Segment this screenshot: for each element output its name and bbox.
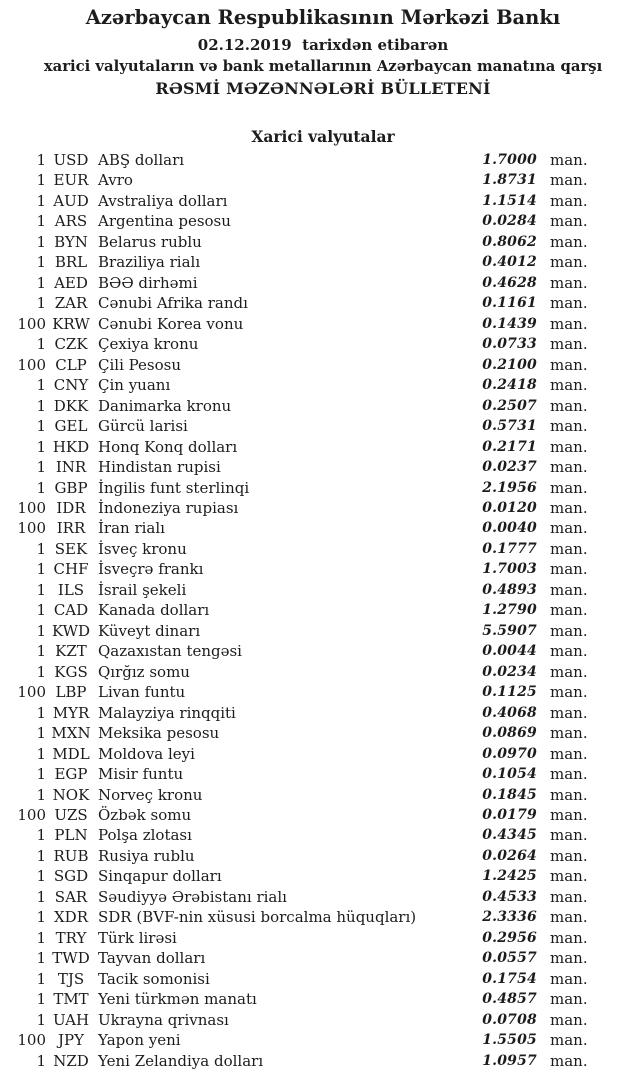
unit-label: man.: [550, 990, 588, 1009]
table-row: [0, 559, 620, 579]
rate-value: 0.2956: [482, 929, 537, 946]
currency-name: BƏƏ dirhəmi: [98, 273, 198, 292]
table-row: [0, 723, 620, 743]
rate-value: 5.5907: [482, 622, 537, 639]
quantity: 1: [36, 171, 46, 190]
rate-value: 0.4628: [482, 274, 537, 291]
currency-code: XDR: [54, 908, 88, 927]
table-row: [0, 355, 620, 375]
quantity: 1: [36, 1010, 46, 1029]
currency-name: Livan funtu: [98, 683, 186, 702]
unit-label: man.: [550, 232, 588, 251]
currency-name: Belarus rublu: [98, 232, 202, 251]
rate-value: 0.1439: [482, 315, 537, 332]
currency-code: ILS: [57, 580, 85, 599]
unit-label: man.: [550, 969, 588, 988]
rate-value: 0.0040: [482, 520, 537, 537]
quantity: 1: [36, 826, 46, 845]
currency-name: Ukrayna qrivnası: [98, 1010, 229, 1029]
currency-code: TMT: [53, 990, 89, 1009]
quantity: 1: [36, 335, 46, 354]
currency-code: EGP: [54, 765, 88, 784]
rate-value: 1.2790: [482, 602, 537, 619]
quantity: 1: [36, 437, 46, 456]
currency-name: Kanada dolları: [98, 601, 210, 620]
currency-name: Özbək somu: [98, 806, 192, 824]
rate-value: 0.4893: [482, 581, 537, 598]
currency-name: İsveç kronu: [98, 539, 187, 558]
currency-name: Qazaxıstan tengəsi: [98, 642, 242, 661]
unit-label: man.: [550, 437, 588, 456]
quantity: 1: [36, 376, 46, 395]
currency-code: CAD: [53, 601, 89, 620]
quantity: 1: [36, 253, 46, 272]
quantity: 1: [36, 478, 46, 497]
currency-code: BRL: [54, 253, 88, 272]
table-row: [0, 825, 620, 845]
quantity: 1: [36, 765, 46, 784]
currency-code: KWD: [51, 621, 91, 640]
quantity: 1: [36, 949, 46, 968]
currency-code: TJS: [57, 969, 85, 988]
table-row: [0, 621, 620, 641]
currency-code: NZD: [53, 1051, 89, 1070]
currency-name: Cənubi Afrika randı: [98, 294, 248, 313]
currency-name: Avstraliya dolları: [98, 191, 228, 210]
currency-name: Hindistan rupisi: [98, 458, 221, 477]
table-row: [0, 703, 620, 723]
rate-value: 0.4012: [482, 254, 537, 271]
quantity: 1: [36, 908, 46, 927]
table-row: [0, 314, 620, 334]
rate-value: 0.0869: [482, 725, 537, 742]
currency-code: AED: [54, 273, 88, 292]
currency-code: IDR: [56, 498, 86, 517]
quantity: 1: [36, 273, 46, 292]
table-row: [0, 457, 620, 477]
table-row: [0, 437, 620, 457]
unit-label: man.: [550, 498, 588, 517]
table-row: [0, 252, 620, 272]
currency-code: MXN: [51, 724, 91, 743]
unit-label: man.: [550, 1031, 588, 1050]
quantity: 1: [36, 151, 46, 169]
table-row: [0, 785, 620, 805]
rate-value: 1.7003: [482, 561, 537, 578]
unit-label: man.: [550, 478, 588, 497]
unit-label: man.: [550, 519, 588, 538]
currency-code: SAR: [54, 887, 88, 906]
currency-code: CNY: [53, 376, 89, 395]
currency-name: Cənubi Korea vonu: [98, 314, 244, 333]
rate-value: 0.8062: [482, 233, 537, 250]
bulletin-subtitle: xarici valyutaların və bank metallarının Azərbaycan manatına qarşı: [43, 58, 603, 75]
unit-label: man.: [550, 151, 588, 169]
rate-value: 2.3336: [482, 909, 537, 926]
table-row: [0, 539, 620, 559]
quantity: 1: [36, 560, 46, 579]
quantity: 1: [36, 887, 46, 906]
currency-code: EUR: [53, 171, 89, 190]
section-title-foreign-currencies: Xarici valyutalar: [251, 127, 395, 146]
rate-value: 2.1956: [482, 479, 537, 496]
table-row: [0, 211, 620, 231]
currency-name: Rusiya rublu: [98, 846, 195, 865]
quantity: 1: [36, 601, 46, 620]
quantity: 1: [36, 232, 46, 251]
rate-value: 0.5731: [482, 418, 537, 435]
currency-code: TRY: [55, 928, 87, 947]
unit-label: man.: [550, 396, 588, 415]
currency-name: Misir funtu: [98, 765, 184, 784]
table-row: [0, 1030, 620, 1050]
rate-value: 0.2418: [482, 377, 537, 394]
table-row: [0, 662, 620, 682]
currency-code: ARS: [54, 212, 88, 231]
table-row: [0, 600, 620, 620]
unit-label: man.: [550, 1010, 588, 1029]
unit-label: man.: [550, 867, 588, 886]
table-row: [0, 1051, 620, 1071]
quantity: 1: [36, 703, 46, 722]
currency-code: KRW: [52, 314, 90, 333]
rate-value: 0.0179: [482, 807, 537, 823]
rates-table: [0, 150, 620, 1071]
currency-name: Çili Pesosu: [98, 355, 182, 374]
rate-value: 1.7000: [482, 152, 537, 168]
unit-label: man.: [550, 355, 588, 374]
table-row: [0, 764, 620, 784]
unit-label: man.: [550, 560, 588, 579]
unit-label: man.: [550, 703, 588, 722]
currency-code: IRR: [56, 519, 86, 538]
currency-name: Argentina pesosu: [98, 212, 231, 231]
rate-value: 0.1845: [482, 786, 537, 803]
unit-label: man.: [550, 191, 588, 210]
currency-code: USD: [53, 151, 89, 169]
currency-name: Yapon yeni: [98, 1031, 181, 1050]
currency-name: Meksika pesosu: [98, 724, 220, 743]
unit-label: man.: [550, 417, 588, 436]
currency-name: Çexiya kronu: [98, 335, 199, 354]
unit-label: man.: [550, 294, 588, 313]
currency-code: ZAR: [54, 294, 88, 313]
rate-value: 0.0237: [482, 459, 537, 476]
currency-name: Avro: [98, 171, 133, 190]
table-row: [0, 518, 620, 538]
unit-label: man.: [550, 826, 588, 845]
rate-value: 0.4345: [482, 827, 537, 844]
currency-code: LBP: [55, 683, 87, 702]
quantity: 1: [36, 867, 46, 886]
bulletin-heading: RƏSMİ MƏZƏNNƏLƏRİ BÜLLETENİ: [155, 79, 491, 98]
table-row: [0, 805, 620, 825]
quantity: 1: [36, 1051, 46, 1070]
currency-code: CLP: [55, 355, 87, 374]
unit-label: man.: [550, 314, 588, 333]
rate-value: 1.8731: [482, 172, 537, 189]
rate-value: 0.0733: [482, 336, 537, 353]
table-row: [0, 478, 620, 498]
table-row: [0, 396, 620, 416]
unit-label: man.: [550, 744, 588, 763]
currency-name: İngilis funt sterlinqi: [98, 478, 250, 497]
rate-value: 1.2425: [482, 868, 537, 885]
quantity: 100: [17, 806, 46, 824]
currency-name: Tayvan dolları: [98, 949, 206, 968]
currency-name: Yeni Zelandiya dolları: [98, 1051, 264, 1070]
currency-code: NOK: [52, 785, 90, 804]
rate-value: 0.1125: [482, 684, 537, 701]
currency-name: ABŞ dolları: [98, 151, 185, 169]
rate-value: 0.1054: [482, 766, 537, 783]
table-row: [0, 1010, 620, 1030]
table-row: [0, 989, 620, 1009]
quantity: 1: [36, 744, 46, 763]
rate-value: 0.0044: [482, 643, 537, 660]
quantity: 1: [36, 621, 46, 640]
table-row: [0, 969, 620, 989]
table-row: [0, 907, 620, 927]
table-row: [0, 191, 620, 211]
currency-code: GBP: [54, 478, 88, 497]
quantity: 1: [36, 846, 46, 865]
currency-name: SDR (BVF-nin xüsusi borcalma hüquqları): [98, 908, 417, 927]
quantity: 1: [36, 724, 46, 743]
table-row: [0, 273, 620, 293]
currency-name: İndoneziya rupiası: [98, 498, 239, 517]
unit-label: man.: [550, 724, 588, 743]
currency-code: HKD: [52, 437, 90, 456]
quantity: 100: [17, 683, 46, 702]
unit-label: man.: [550, 580, 588, 599]
quantity: 1: [36, 212, 46, 231]
currency-name: Norveç kronu: [98, 785, 203, 804]
rate-value: 0.1161: [482, 295, 537, 312]
unit-label: man.: [550, 642, 588, 661]
unit-label: man.: [550, 765, 588, 784]
quantity: 1: [36, 539, 46, 558]
currency-code: INR: [55, 458, 87, 477]
table-row: [0, 641, 620, 661]
bank-title: Azərbaycan Respublikasının Mərkəzi Bankı: [85, 6, 561, 29]
quantity: 100: [17, 314, 46, 333]
currency-code: PLN: [54, 826, 88, 845]
unit-label: man.: [550, 1051, 588, 1070]
unit-label: man.: [550, 887, 588, 906]
quantity: 1: [36, 642, 46, 661]
currency-code: SGD: [53, 867, 89, 886]
unit-label: man.: [550, 928, 588, 947]
currency-name: Yeni türkmən manatı: [98, 990, 257, 1009]
rate-value: 0.0264: [482, 847, 537, 864]
currency-code: CHF: [53, 560, 89, 579]
currency-code: GEL: [54, 417, 88, 436]
quantity: 1: [36, 458, 46, 477]
currency-code: JPY: [57, 1031, 84, 1050]
rate-value: 0.0970: [482, 745, 537, 762]
currency-code: MYR: [52, 703, 90, 722]
unit-label: man.: [550, 621, 588, 640]
currency-name: Moldova leyi: [98, 744, 195, 763]
currency-name: Türk lirəsi: [98, 928, 177, 947]
unit-label: man.: [550, 273, 588, 292]
currency-name: İran rialı: [98, 519, 165, 538]
rate-value: 0.4533: [482, 888, 537, 905]
table-row: [0, 866, 620, 886]
rate-value: 0.0284: [482, 213, 537, 230]
unit-label: man.: [550, 376, 588, 395]
rate-value: 0.0234: [482, 663, 537, 680]
currency-code: RUB: [53, 846, 89, 865]
rate-value: 1.0957: [482, 1052, 537, 1069]
currency-code: DKK: [53, 396, 89, 415]
unit-label: man.: [550, 171, 588, 190]
table-row: [0, 498, 620, 518]
table-row: [0, 928, 620, 948]
unit-label: man.: [550, 908, 588, 927]
unit-label: man.: [550, 458, 588, 477]
table-row: [0, 580, 620, 600]
unit-label: man.: [550, 785, 588, 804]
table-row: [0, 293, 620, 313]
currency-name: İsrail şekeli: [98, 580, 187, 599]
currency-name: Gürcü larisi: [98, 417, 188, 436]
quantity: 1: [36, 417, 46, 436]
quantity: 1: [36, 785, 46, 804]
rate-value: 1.1514: [482, 192, 537, 209]
currency-code: UAH: [52, 1010, 90, 1029]
quantity: 100: [17, 355, 46, 374]
table-row: [0, 375, 620, 395]
currency-name: Malayziya rinqqiti: [98, 703, 236, 722]
rate-value: 0.0708: [482, 1011, 537, 1028]
table-row: [0, 948, 620, 968]
rate-value: 0.0557: [482, 950, 537, 967]
quantity: 1: [36, 928, 46, 947]
currency-name: Səudiyyə Ərəbistanı rialı: [98, 887, 287, 906]
quantity: 100: [17, 498, 46, 517]
unit-label: man.: [550, 846, 588, 865]
unit-label: man.: [550, 662, 588, 681]
rate-value: 0.4068: [482, 704, 537, 721]
currency-name: Küveyt dinarı: [98, 621, 201, 640]
quantity: 1: [36, 396, 46, 415]
currency-code: AUD: [53, 191, 89, 210]
quantity: 1: [36, 662, 46, 681]
unit-label: man.: [550, 212, 588, 231]
unit-label: man.: [550, 806, 588, 824]
currency-code: KZT: [55, 642, 87, 661]
currency-name: Sinqapur dolları: [98, 867, 222, 886]
table-row: [0, 887, 620, 907]
table-row: [0, 416, 620, 436]
currency-name: Tacik somonisi: [98, 969, 210, 988]
currency-name: Honq Konq dolları: [98, 437, 238, 456]
quantity: 100: [17, 1031, 46, 1050]
rate-value: 0.2171: [482, 438, 537, 455]
currency-name: İsveçrə frankı: [98, 560, 204, 579]
quantity: 1: [36, 990, 46, 1009]
rate-value: 0.4857: [482, 991, 537, 1008]
rate-value: 0.2100: [482, 356, 537, 373]
quantity: 1: [36, 191, 46, 210]
table-row: [0, 846, 620, 866]
table-row: [0, 150, 620, 170]
unit-label: man.: [550, 335, 588, 354]
quantity: 1: [36, 969, 46, 988]
quantity: 1: [36, 580, 46, 599]
unit-label: man.: [550, 539, 588, 558]
table-row: [0, 334, 620, 354]
currency-name: Qırğız somu: [98, 662, 190, 681]
currency-code: KGS: [54, 662, 88, 681]
table-row: [0, 170, 620, 190]
currency-code: UZS: [54, 806, 88, 824]
currency-code: SEK: [54, 539, 88, 558]
rate-value: 1.5505: [482, 1032, 537, 1049]
currency-code: MDL: [52, 744, 90, 763]
unit-label: man.: [550, 601, 588, 620]
table-row: [0, 232, 620, 252]
table-row: [0, 744, 620, 764]
effective-date-line: 02.12.2019 tarixdən etibarən: [197, 36, 449, 54]
quantity: 1: [36, 294, 46, 313]
unit-label: man.: [550, 253, 588, 272]
currency-code: CZK: [54, 335, 88, 354]
unit-label: man.: [550, 683, 588, 702]
rate-value: 0.2507: [482, 397, 537, 414]
quantity: 100: [17, 519, 46, 538]
unit-label: man.: [550, 949, 588, 968]
currency-name: Braziliya rialı: [98, 253, 201, 272]
currency-name: Çin yuanı: [98, 376, 171, 395]
rate-value: 0.1777: [482, 540, 537, 557]
currency-name: Polşa zlotası: [98, 826, 192, 845]
currency-name: Danimarka kronu: [98, 396, 232, 415]
rate-value: 0.0120: [482, 499, 537, 516]
currency-code: TWD: [52, 949, 90, 968]
table-row: [0, 682, 620, 702]
rate-value: 0.1754: [482, 970, 537, 987]
currency-code: BYN: [54, 232, 88, 251]
